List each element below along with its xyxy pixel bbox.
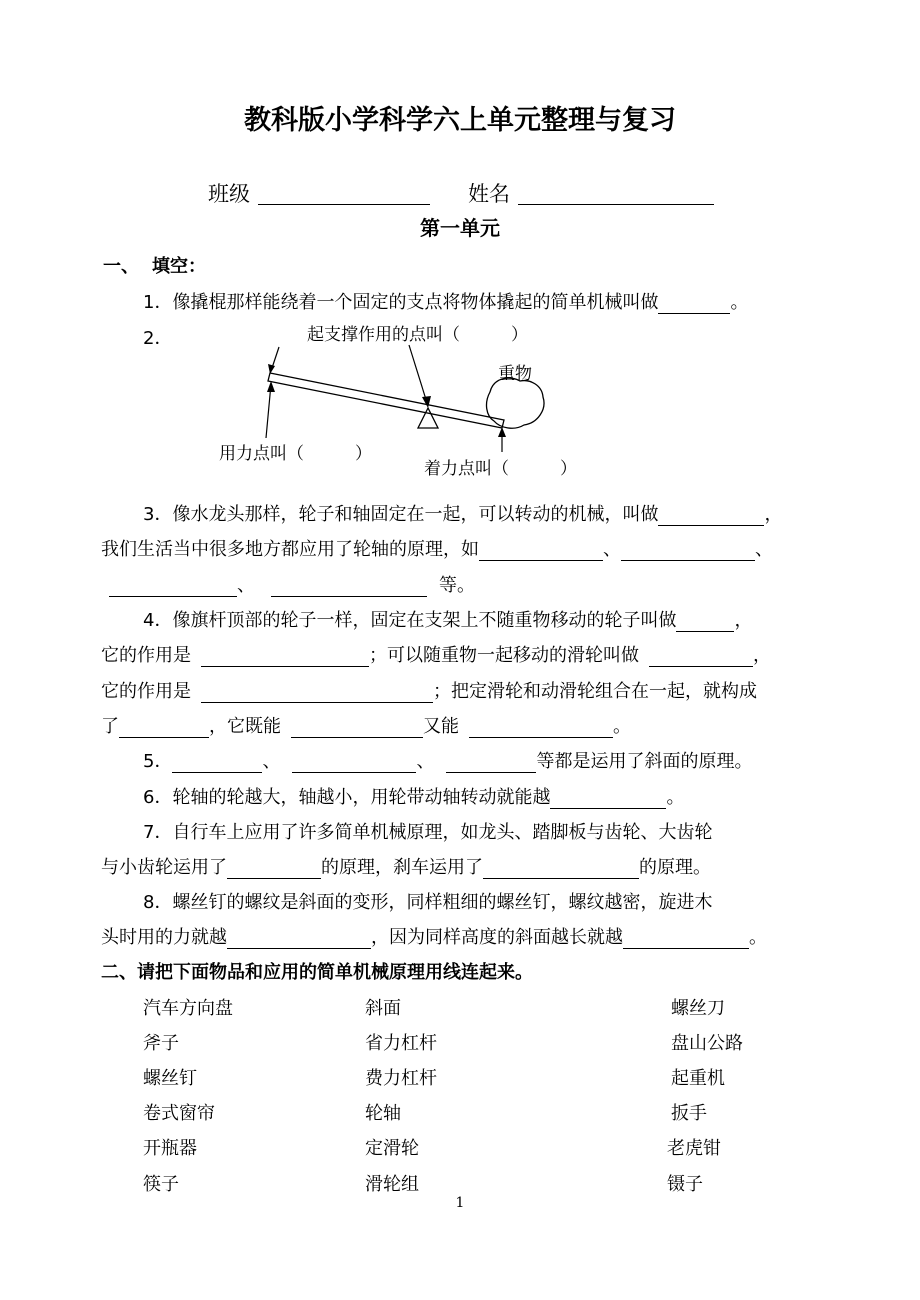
q3-blank-4[interactable] <box>109 576 237 597</box>
q3-sep-2: 、 <box>755 539 773 560</box>
question-6 <box>143 783 684 809</box>
middle-item-5: 定滑轮 <box>365 1138 419 1159</box>
q3-blank-5[interactable] <box>271 576 427 597</box>
q5-blank-1[interactable] <box>172 752 262 773</box>
section2-heading: 二、请把下面物品和应用的简单机械原理用线连起来。 <box>101 962 533 983</box>
class-label: 班级 <box>208 182 250 206</box>
question-4-line-3 <box>101 677 757 703</box>
section1-number: 一、 <box>103 256 139 277</box>
object-label: 重物 <box>498 364 532 384</box>
question-2-number: 2． <box>143 328 173 349</box>
left-item-3: 螺丝钉 <box>143 1068 197 1089</box>
fulcrum-triangle <box>418 408 438 428</box>
q4-text-a: 4．像旗杆顶部的轮子一样，固定在支架上不随重物移动的轮子叫做 <box>143 610 677 631</box>
middle-item-4: 轮轴 <box>365 1103 401 1124</box>
q6-blank[interactable] <box>550 788 666 809</box>
q4-blank-3[interactable] <box>649 646 753 667</box>
question-8-line-1: 8．螺丝钉的螺纹是斜面的变形，同样粗细的螺丝钉，螺纹越密，旋进木 <box>143 892 713 913</box>
right-item-2: 盘山公路 <box>671 1033 743 1054</box>
q5-blank-2[interactable] <box>292 752 416 773</box>
q4-blank-1[interactable] <box>676 611 734 632</box>
q3-text-b: 我们生活当中很多地方都应用了轮轴的原理，如 <box>101 539 479 560</box>
q4-text-c2: ；把定滑轮和动滑轮组合在一起，就构成 <box>433 681 757 702</box>
heavy-object-shape <box>487 378 544 428</box>
section1-heading: 填空： <box>152 256 206 277</box>
q5-number: 5． <box>143 751 173 772</box>
right-item-3: 起重机 <box>671 1068 725 1089</box>
q8-blank-2[interactable] <box>623 928 749 949</box>
q4-blank-5[interactable] <box>119 717 209 738</box>
question-4-line-4 <box>101 712 631 738</box>
middle-item-1: 斜面 <box>365 998 401 1019</box>
left-item-5: 开瓶器 <box>143 1138 197 1159</box>
q4-blank-2[interactable] <box>201 646 369 667</box>
fulcrum-label: 起支撑作用的点叫（ ） <box>307 325 528 345</box>
q3-end: 等。 <box>439 575 475 596</box>
q7-blank-2[interactable] <box>483 858 639 879</box>
q4-text-c1: 它的作用是 <box>101 681 191 702</box>
q1-end: 。 <box>730 292 749 313</box>
middle-item-3: 费力杠杆 <box>365 1068 437 1089</box>
q3-blank-1[interactable] <box>658 505 764 526</box>
question-8-line-2 <box>101 923 767 949</box>
q4-blank-6[interactable] <box>291 717 423 738</box>
q7-text-b3: 的原理。 <box>639 857 711 878</box>
left-item-4: 卷式窗帘 <box>143 1103 215 1124</box>
q3-sep-3: 、 <box>237 575 255 596</box>
q3-comma: ， <box>764 504 783 525</box>
q4-blank-7[interactable] <box>469 717 613 738</box>
right-item-1: 螺丝刀 <box>671 998 725 1019</box>
q3-text-a: 3．像水龙头那样，轮子和轴固定在一起，可以转动的机械，叫做 <box>143 504 659 525</box>
q5-end: 等都是运用了斜面的原理。 <box>536 751 753 772</box>
right-item-5: 老虎钳 <box>667 1138 721 1159</box>
question-3-line-2 <box>101 535 773 561</box>
question-4-line-2 <box>101 641 771 667</box>
right-item-4: 扳手 <box>671 1103 707 1124</box>
q6-period: 。 <box>666 787 685 808</box>
q1-text: 1．像撬棍那样能绕着一个固定的支点将物体撬起的简单机械叫做 <box>143 292 659 313</box>
q8-period: 。 <box>749 927 767 948</box>
q4-comma-1: ， <box>734 610 753 631</box>
question-3-line-3 <box>109 571 475 597</box>
middle-item-2: 省力杠杆 <box>365 1033 437 1054</box>
q4-text-d1: 了 <box>101 716 119 737</box>
left-item-2: 斧子 <box>143 1033 179 1054</box>
left-item-1: 汽车方向盘 <box>143 998 233 1019</box>
question-5 <box>143 747 752 773</box>
q4-text-b1: 它的作用是 <box>101 645 191 666</box>
load-label: 着力点叫（ ） <box>424 459 577 479</box>
q4-text-b2: ；可以随重物一起移动的滑轮叫做 <box>369 645 639 666</box>
q8-text-b1: 头时用的力就越 <box>101 927 227 948</box>
question-3-line-1 <box>143 500 782 526</box>
q4-text-d3: 又能 <box>423 716 459 737</box>
q8-blank-1[interactable] <box>227 928 371 949</box>
effort-label: 用力点叫（ ） <box>219 444 372 464</box>
unit-heading: 第一单元 <box>420 216 500 240</box>
q3-blank-3[interactable] <box>621 540 755 561</box>
right-item-6: 镊子 <box>667 1174 703 1195</box>
q4-blank-4[interactable] <box>201 682 433 703</box>
q5-blank-3[interactable] <box>446 752 536 773</box>
q4-period: 。 <box>613 716 631 737</box>
q6-text: 6．轮轴的轮越大，轴越小，用轮带动轴转动就能越 <box>143 787 551 808</box>
question-4-line-1 <box>143 606 752 632</box>
q3-blank-2[interactable] <box>479 540 603 561</box>
q7-text-b2: 的原理，刹车运用了 <box>321 857 483 878</box>
page-title: 教科版小学科学六上单元整理与复习 <box>244 105 676 136</box>
page-number: 1 <box>455 1195 465 1211</box>
q4-text-d2: ，它既能 <box>209 716 281 737</box>
q7-text-b1: 与小齿轮运用了 <box>101 857 227 878</box>
question-7-line-2 <box>101 853 711 879</box>
q8-text-b2: ，因为同样高度的斜面越长就越 <box>371 927 623 948</box>
q4-comma-2: ， <box>753 645 771 666</box>
question-7-line-1: 7．自行车上应用了许多简单机械原理，如龙头、踏脚板与齿轮、大齿轮 <box>143 822 713 843</box>
q7-blank-1[interactable] <box>227 858 321 879</box>
name-label: 姓名 <box>468 182 510 206</box>
middle-item-6: 滑轮组 <box>365 1174 419 1195</box>
q5-sep-1: 、 <box>262 751 281 772</box>
left-item-6: 筷子 <box>143 1174 179 1195</box>
q3-sep-1: 、 <box>603 539 621 560</box>
q5-sep-2: 、 <box>416 751 435 772</box>
